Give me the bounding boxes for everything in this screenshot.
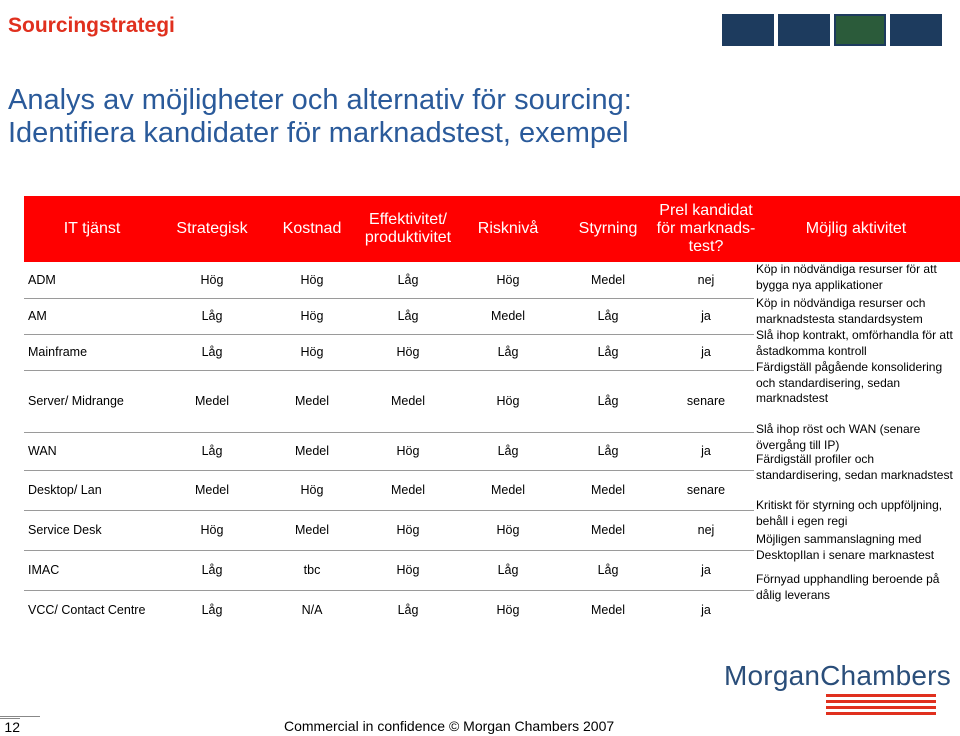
page-title — [8, 84, 632, 150]
cell-governance: Medel — [590, 483, 626, 497]
logo-bar — [826, 694, 936, 697]
cell-governance: Medel — [590, 603, 626, 617]
cell-candidate: ja — [701, 444, 711, 458]
activity-text: Förnyad upphandling beroende på dålig leverans — [756, 572, 940, 602]
cell-cost: Medel — [294, 444, 330, 458]
cell-candidate: ja — [701, 345, 711, 359]
cell-governance: Låg — [597, 444, 619, 458]
cell-efficiency: Hög — [396, 563, 420, 577]
header-risk: Risknivå — [477, 220, 539, 237]
cell-candidate: nej — [697, 523, 715, 537]
cell-strategic: Låg — [201, 309, 223, 323]
logo-bar — [826, 706, 936, 709]
table-row — [24, 550, 754, 591]
cell-strategic: Medel — [194, 483, 230, 497]
cell-efficiency: Hög — [396, 345, 420, 359]
page-number: 12 — [0, 718, 20, 735]
table-header — [24, 196, 960, 262]
logo-bars — [826, 694, 936, 718]
table-row — [24, 298, 754, 335]
cell-risk: Medel — [490, 309, 526, 323]
cell-service: VCC/ Contact Centre — [28, 603, 146, 617]
cell-service: AM — [28, 309, 47, 323]
cell-candidate: ja — [701, 563, 711, 577]
header-candidate: Prel kandidat för marknads-test? — [656, 202, 756, 255]
cell-service: Service Desk — [28, 523, 102, 537]
nav-box-2[interactable] — [778, 14, 830, 46]
nav-box-4[interactable] — [890, 14, 942, 46]
cell-cost: tbc — [303, 563, 321, 577]
header-strategic: Strategisk — [176, 220, 248, 237]
cell-candidate: ja — [701, 309, 711, 323]
table-row — [24, 470, 754, 511]
cell-governance: Medel — [590, 523, 626, 537]
cell-efficiency: Låg — [397, 273, 419, 287]
cell-governance: Låg — [597, 309, 619, 323]
table-row — [24, 262, 754, 299]
cell-candidate: senare — [686, 394, 726, 408]
header-cost: Kostnad — [282, 220, 342, 237]
cell-risk: Hög — [496, 273, 520, 287]
cell-candidate: senare — [686, 483, 726, 497]
cell-candidate: ja — [701, 603, 711, 617]
table-row — [24, 334, 754, 371]
cell-strategic: Hög — [200, 523, 224, 537]
cell-risk: Hög — [496, 523, 520, 537]
table-row — [24, 432, 754, 471]
cell-efficiency: Låg — [397, 603, 419, 617]
table-row — [24, 590, 754, 630]
cell-cost: Hög — [300, 483, 324, 497]
cell-risk: Hög — [496, 603, 520, 617]
cell-efficiency: Hög — [396, 523, 420, 537]
activity-text: Köp in nödvändiga resurser för att bygga nya applikationer — [756, 262, 937, 292]
cell-candidate: nej — [697, 273, 715, 287]
cell-service: Desktop/ Lan — [28, 483, 102, 497]
activity-text: Möjligen sammanslagning med DesktopIlan i senare marknastest — [756, 532, 935, 562]
cell-cost: N/A — [301, 603, 323, 617]
page-number-rule — [0, 716, 40, 717]
cell-risk: Låg — [497, 345, 519, 359]
cell-strategic: Låg — [201, 603, 223, 617]
cell-strategic: Låg — [201, 444, 223, 458]
cell-cost: Hög — [300, 309, 324, 323]
cell-efficiency: Låg — [397, 309, 419, 323]
nav-box-3-active[interactable] — [834, 14, 886, 46]
activity-text: Färdigställ profiler och standardisering, sedan marknadstest — [756, 452, 953, 482]
cell-cost: Hög — [300, 345, 324, 359]
cell-service: IMAC — [28, 563, 60, 577]
cell-risk: Hög — [496, 394, 520, 408]
cell-service: Mainframe — [28, 345, 88, 359]
cell-efficiency: Medel — [390, 483, 426, 497]
cell-efficiency: Hög — [396, 444, 420, 458]
cell-cost: Hög — [300, 273, 324, 287]
table-row — [24, 370, 754, 433]
section-title: Sourcingstrategi — [8, 14, 175, 37]
logo-bar — [826, 712, 936, 715]
cell-governance: Medel — [590, 273, 626, 287]
cell-cost: Medel — [294, 523, 330, 537]
section-navigator — [722, 14, 942, 46]
cell-strategic: Hög — [200, 273, 224, 287]
table-row — [24, 510, 754, 551]
cell-risk: Medel — [490, 483, 526, 497]
activity-text: Slå ihop röst och WAN (senare övergång till IP) — [756, 422, 921, 452]
cell-service: ADM — [28, 273, 56, 287]
cell-service: Server/ Midrange — [28, 394, 124, 408]
cell-risk: Låg — [497, 444, 519, 458]
header-activity: Möjlig aktivitet — [805, 220, 907, 237]
cell-cost: Medel — [294, 394, 330, 408]
footer-text: Commercial in confidence © Morgan Chambers 2007 — [284, 718, 615, 734]
cell-governance: Låg — [597, 563, 619, 577]
activity-text: Slå ihop kontrakt, omförhandla för att åstadkomma kontroll — [756, 328, 953, 358]
header-governance: Styrning — [578, 220, 638, 237]
cell-strategic: Låg — [201, 563, 223, 577]
header-it-service: IT tjänst — [63, 220, 121, 237]
cell-governance: Låg — [597, 394, 619, 408]
cell-strategic: Medel — [194, 394, 230, 408]
title-line-1: Analys av möjligheter och alternativ för sourcing: — [8, 84, 632, 116]
company-logo: MorganChambers — [724, 660, 951, 691]
logo-bar — [826, 700, 936, 703]
cell-strategic: Låg — [201, 345, 223, 359]
title-line-2: Identifiera kandidater för marknadstest, exempel — [8, 117, 629, 149]
cell-service: WAN — [28, 444, 57, 458]
cell-risk: Låg — [497, 563, 519, 577]
cell-efficiency: Medel — [390, 394, 426, 408]
activity-text: Köp in nödvändiga resurser och marknadstesta standardsystem — [756, 296, 926, 326]
nav-box-1[interactable] — [722, 14, 774, 46]
cell-governance: Låg — [597, 345, 619, 359]
activity-text: Kritiskt för styrning och uppföljning, behåll i egen regi — [756, 498, 943, 528]
header-efficiency: Effektivitet/ produktivitet — [364, 211, 452, 246]
activity-text: Färdigställ pågående konsolidering och standardisering, sedan marknadstest — [756, 360, 943, 405]
